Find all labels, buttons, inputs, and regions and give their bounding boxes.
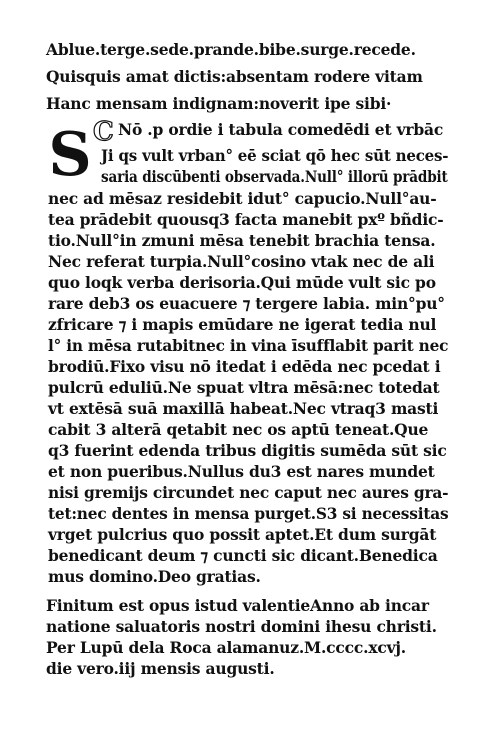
paragraph-line: q3 fuerint edenda tribus digitis sumēda sūt sic [48,441,447,460]
paragraph-line: et non pueribus.Nullus du3 est nares mundet [48,462,435,481]
paragraph-line: mus domino.Deo gratias. [48,567,261,586]
paragraph-line: tet:nec dentes in mensa purget.S3 si necessitas [48,504,449,523]
colophon-line: Finitum est opus istud valentieAnno ab incar [46,596,429,615]
paragraph-line: nisi gremijs circundet nec caput nec aures gra- [48,483,449,502]
paragraph-line: tea prādebit quousq3 facta manebit pxº bñdic- [48,210,444,229]
outline-initial-letter: C [93,117,114,147]
paragraph-line: vrget pulcrius quo possit aptet.Et dum surgāt [48,525,437,544]
paragraph-line: rare deb3 os euacuere ⁊ tergere labia. min°pu° [48,294,445,313]
paragraph-line: cabit 3 alterā qetabit nec os aptū teneat.Que [48,420,429,439]
colophon-line: Per Lupū dela Roca alamanuz.M.cccc.xcvj. [46,638,407,657]
paragraph-line: quo loqk verba derisoria.Qui mūde vult sic po [48,273,436,292]
verse-line-1: Ablue.terge.sede.prande.bibe.surge.recede. [46,40,416,59]
colophon-line: die vero.iij mensis augusti. [46,659,275,678]
paragraph-line: Nec referat turpia.Null°cosino vtak nec de ali [48,252,435,271]
paragraph-line: nec ad mēsaz residebit idut° capucio.Null°au- [48,189,437,208]
verse-line-3: Hanc mensam indignam:noverit ipe sibi· [46,94,392,113]
paragraph-line: benedicant deum ⁊ cuncti sic dicant.Benedica [48,546,438,565]
paragraph-first-line: Nō .p ordie i tabula comedēdi et vrbāc [118,120,444,139]
paragraph-line: vt extēsā suā maxillā habeat.Nec vtraq3 masti [48,399,439,418]
verse-line-2: Quisquis amat dictis:absentam rodere vitam [46,67,423,86]
paragraph-line: zfricare ⁊ i mapis emūdare ne igerat tedia nul [48,315,437,334]
colophon-line: natione saluatoris nostri domini ihesu christi. [46,617,437,636]
paragraph-line: Ji qs vult vrban° eē sciat qō hec sūt neces- [101,146,449,165]
paragraph-line: brodiū.Fixo visu nō itedat i edēda nec pcedat i [48,357,441,376]
drop-cap-initial: S [48,120,92,190]
paragraph-line: tio.Null°in zmuni mēsa tenebit brachia tensa. [48,231,436,250]
paragraph-line: l° in mēsa rutabitnec in vina īsufflabit parit nec [48,336,449,355]
paragraph-line: pulcrū eduliū.Ne spuat vltra mēsā:nec totedat [48,378,440,397]
paragraph-line: saria discūbenti observada.Null° illorū prādbit [101,167,448,186]
